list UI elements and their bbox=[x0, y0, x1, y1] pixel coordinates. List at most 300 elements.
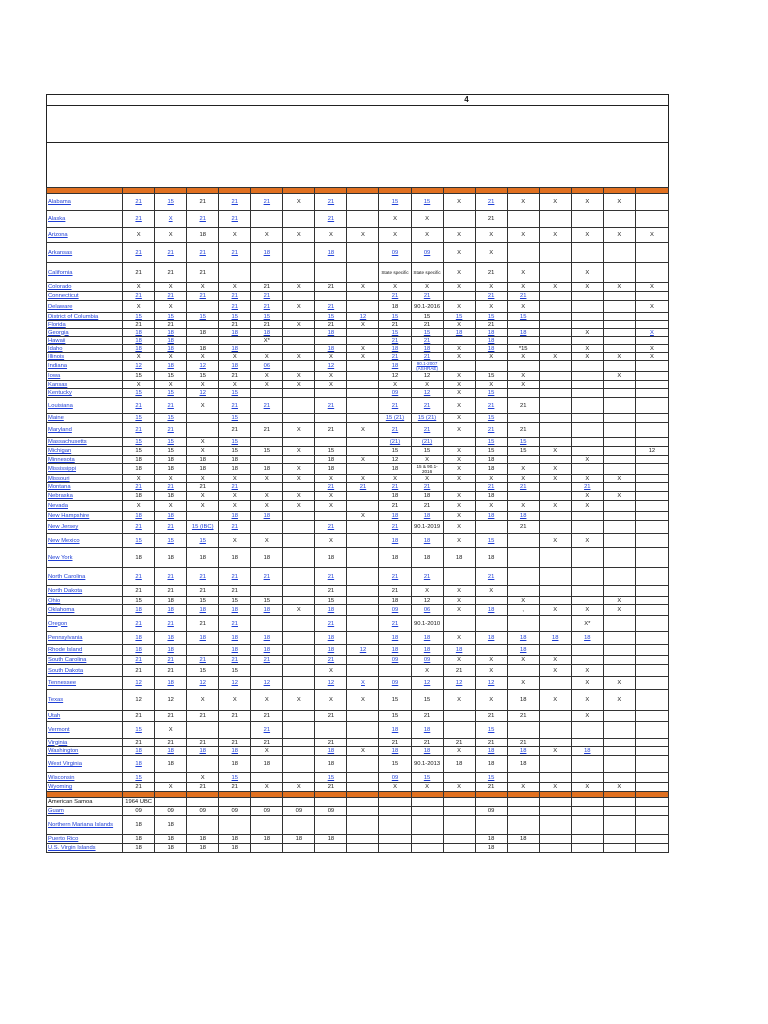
code-link[interactable]: 21 bbox=[167, 402, 174, 409]
code-link[interactable]: 18 bbox=[199, 748, 206, 754]
jurisdiction-name[interactable]: District of Columbia bbox=[48, 313, 99, 320]
code-link[interactable]: 15 bbox=[135, 415, 142, 421]
code-link[interactable]: 18 bbox=[199, 607, 206, 613]
code-link[interactable]: 21 bbox=[135, 199, 142, 205]
code-link[interactable]: 18 bbox=[487, 607, 495, 613]
code-link[interactable]: X bbox=[649, 329, 654, 336]
jurisdiction-name[interactable]: Wyoming bbox=[48, 784, 73, 790]
jurisdiction-name[interactable]: New Hampshire bbox=[48, 513, 90, 519]
code-link[interactable]: 21 bbox=[231, 293, 238, 299]
code-link[interactable]: 15 bbox=[231, 415, 238, 421]
code-cell bbox=[603, 747, 635, 756]
code-link[interactable]: 15 bbox=[487, 313, 495, 320]
code-link[interactable]: 18 bbox=[231, 748, 238, 754]
code-link[interactable]: 90.1-2007 (ASHRAE) bbox=[416, 361, 439, 371]
code-link[interactable]: 09 bbox=[391, 607, 399, 613]
jurisdiction-name[interactable]: Arkansas bbox=[48, 249, 73, 256]
code-link[interactable]: 21 bbox=[423, 293, 431, 299]
code-link[interactable]: 18 bbox=[231, 329, 238, 336]
code-link[interactable]: 21 bbox=[391, 402, 399, 409]
jurisdiction-name[interactable]: Michigan bbox=[48, 448, 72, 454]
code-link[interactable]: 18 bbox=[263, 513, 271, 519]
code-link[interactable]: 18 bbox=[327, 635, 335, 641]
code-link[interactable]: 18 bbox=[135, 607, 142, 613]
code-link[interactable]: 21 bbox=[487, 427, 495, 433]
code-link[interactable]: 18 bbox=[423, 647, 431, 653]
code-link[interactable]: 15 (IBC) bbox=[191, 524, 214, 530]
code-link[interactable]: 21 bbox=[391, 573, 399, 580]
code-link[interactable]: 15 bbox=[487, 439, 495, 445]
code-value: 15 bbox=[423, 448, 431, 454]
code-link[interactable]: 21 bbox=[167, 657, 174, 663]
code-link[interactable]: 15 bbox=[231, 313, 238, 320]
code-link[interactable]: 09 bbox=[391, 657, 399, 663]
code-link[interactable]: 21 bbox=[423, 573, 431, 580]
code-link[interactable]: 15 bbox=[167, 390, 174, 396]
code-value: X bbox=[457, 345, 462, 352]
jurisdiction-name[interactable]: Illinois bbox=[48, 353, 65, 360]
code-link[interactable]: 15 bbox=[391, 199, 399, 205]
jurisdiction-name[interactable]: Missouri bbox=[48, 475, 70, 482]
code-link[interactable]: 18 bbox=[231, 513, 238, 519]
code-link[interactable]: 18 bbox=[135, 513, 142, 519]
code-link[interactable]: 15 bbox=[167, 199, 174, 205]
code-link[interactable]: 15 bbox=[327, 774, 335, 781]
code-link[interactable]: 18 bbox=[167, 647, 174, 653]
code-link[interactable]: 21 bbox=[199, 216, 206, 222]
jurisdiction-name[interactable]: Connecticut bbox=[48, 293, 79, 299]
code-link[interactable]: 21 bbox=[391, 524, 399, 530]
code-link[interactable]: 21 bbox=[263, 293, 271, 299]
code-link[interactable]: 21 bbox=[327, 303, 335, 310]
code-link[interactable]: 15 bbox=[391, 313, 399, 320]
jurisdiction-name[interactable]: New York bbox=[48, 554, 73, 561]
code-link[interactable]: 18 bbox=[487, 329, 495, 336]
code-link[interactable]: 21 bbox=[231, 249, 238, 256]
code-link[interactable]: 21 bbox=[487, 484, 495, 490]
code-link[interactable]: 21 bbox=[135, 657, 142, 663]
code-link[interactable]: 21 bbox=[423, 402, 431, 409]
code-link[interactable]: 12 bbox=[455, 680, 463, 686]
code-link[interactable]: 18 bbox=[487, 635, 495, 641]
code-link[interactable]: 21 bbox=[327, 573, 335, 580]
code-link[interactable]: 18 bbox=[327, 647, 335, 653]
code-link[interactable]: 21 bbox=[167, 620, 174, 627]
code-link[interactable]: 18 bbox=[135, 647, 142, 653]
jurisdiction-name[interactable]: Iowa bbox=[48, 373, 61, 379]
code-link[interactable]: 21 bbox=[519, 484, 527, 490]
code-link[interactable]: 21 bbox=[135, 216, 142, 222]
code-link[interactable]: 21 bbox=[231, 657, 238, 663]
jurisdiction-name[interactable]: Delaware bbox=[48, 303, 73, 310]
code-link[interactable]: 06 bbox=[423, 607, 431, 613]
code-link[interactable]: 21 bbox=[391, 353, 399, 360]
jurisdiction-name[interactable]: Rhode Island bbox=[48, 647, 83, 653]
code-cell bbox=[347, 456, 379, 464]
code-link[interactable]: 21 bbox=[199, 293, 206, 299]
code-link[interactable]: 18 bbox=[231, 363, 238, 369]
code-link[interactable]: 18 bbox=[327, 249, 335, 256]
code-link[interactable]: 15 bbox=[487, 727, 495, 733]
code-link[interactable]: 15 (21) bbox=[385, 415, 405, 421]
jurisdiction-name[interactable]: Idaho bbox=[48, 345, 63, 352]
code-link[interactable]: 15 bbox=[487, 537, 495, 544]
code-link[interactable]: 21 bbox=[391, 620, 399, 627]
code-link[interactable]: 21 bbox=[231, 484, 238, 490]
code-link[interactable]: 21 bbox=[231, 620, 238, 627]
code-cell bbox=[347, 211, 379, 228]
code-link[interactable]: 18 bbox=[167, 345, 174, 352]
code-link[interactable]: X bbox=[361, 680, 365, 686]
code-link[interactable]: 18 bbox=[327, 607, 335, 613]
jurisdiction-name[interactable]: West Virginia bbox=[48, 761, 82, 767]
code-link[interactable]: 21 bbox=[167, 484, 174, 490]
jurisdiction-name[interactable]: Georgia bbox=[48, 329, 69, 336]
code-link[interactable]: 21 bbox=[135, 620, 142, 627]
code-link[interactable]: 18 bbox=[199, 635, 206, 641]
code-link[interactable]: 18 bbox=[231, 635, 238, 641]
code-link[interactable]: 18 bbox=[519, 647, 527, 653]
code-link[interactable]: 12 bbox=[199, 390, 206, 396]
code-link[interactable]: 18 bbox=[167, 607, 174, 613]
code-link[interactable]: 21 bbox=[327, 402, 335, 409]
jurisdiction-name[interactable]: New Jersey bbox=[48, 524, 79, 530]
jurisdiction-name[interactable]: Utah bbox=[48, 713, 61, 719]
code-link[interactable]: 21 bbox=[263, 402, 271, 409]
code-link[interactable]: 09 bbox=[423, 249, 431, 256]
code-link[interactable]: 21 bbox=[327, 620, 335, 627]
code-link[interactable]: 21 bbox=[167, 573, 174, 580]
code-link[interactable]: 18 bbox=[263, 635, 271, 641]
code-link[interactable]: 21 bbox=[519, 293, 527, 299]
code-link[interactable]: 18 bbox=[231, 607, 238, 613]
jurisdiction-name[interactable]: Indiana bbox=[48, 363, 68, 369]
code-link[interactable]: 21 bbox=[135, 427, 142, 433]
code-link[interactable]: 18 bbox=[552, 635, 559, 641]
jurisdiction-name[interactable]: South Dakota bbox=[48, 667, 84, 674]
code-link[interactable]: 15 bbox=[167, 415, 174, 421]
code-link[interactable]: 12 bbox=[359, 313, 367, 320]
code-link[interactable]: 18 bbox=[487, 345, 495, 352]
code-link[interactable]: 18 bbox=[167, 680, 174, 686]
code-link[interactable]: 18 bbox=[167, 337, 174, 344]
code-link[interactable]: 09 bbox=[391, 774, 399, 781]
code-link[interactable]: 12 bbox=[199, 363, 206, 369]
code-value: State specific bbox=[381, 270, 409, 275]
jurisdiction-name[interactable]: Wisconsin bbox=[48, 774, 75, 781]
code-link[interactable]: 18 bbox=[391, 727, 399, 733]
code-link[interactable]: 21 bbox=[199, 573, 206, 580]
code-link[interactable]: 18 bbox=[423, 748, 431, 754]
code-link[interactable]: 15 bbox=[423, 774, 431, 781]
code-link[interactable]: 18 bbox=[455, 329, 463, 336]
code-link[interactable]: X bbox=[168, 216, 173, 222]
code-link[interactable]: 21 bbox=[423, 353, 431, 360]
code-value: 15 bbox=[231, 597, 238, 604]
jurisdiction-name[interactable]: South Carolina bbox=[48, 657, 87, 663]
code-link[interactable]: 21 bbox=[327, 484, 335, 490]
code-link[interactable]: 21 bbox=[135, 249, 142, 256]
code-link[interactable]: 18 bbox=[519, 329, 527, 336]
code-link[interactable]: 09 bbox=[391, 249, 399, 256]
code-link[interactable]: 21 bbox=[135, 484, 142, 490]
code-link[interactable]: 21 bbox=[263, 573, 271, 580]
jurisdiction-name[interactable]: Alabama bbox=[48, 199, 71, 205]
code-link[interactable]: 21 bbox=[327, 199, 335, 205]
jurisdiction-name[interactable]: Maine bbox=[48, 415, 64, 421]
code-link[interactable]: 18 bbox=[391, 345, 399, 352]
jurisdiction-name[interactable]: Northern Mariana Islands bbox=[48, 822, 114, 828]
jurisdiction-name[interactable]: Kentucky bbox=[48, 390, 72, 396]
jurisdiction-name[interactable]: Louisiana bbox=[48, 402, 73, 409]
code-link[interactable]: 15 bbox=[199, 313, 206, 320]
code-link[interactable]: 21 bbox=[167, 427, 174, 433]
code-link[interactable]: 15 bbox=[423, 329, 431, 336]
code-link[interactable]: 15 bbox=[487, 390, 495, 396]
code-link[interactable]: 15 bbox=[423, 199, 431, 205]
jurisdiction-name[interactable]: Alaska bbox=[48, 216, 66, 222]
code-link[interactable]: 12 bbox=[327, 363, 335, 369]
code-link[interactable]: 21 bbox=[487, 199, 495, 205]
code-link[interactable]: 21 bbox=[231, 402, 238, 409]
jurisdiction-name[interactable]: Guam bbox=[48, 808, 64, 814]
code-link[interactable]: 18 bbox=[167, 748, 174, 754]
code-link[interactable]: 18 bbox=[423, 513, 431, 519]
code-link[interactable]: 21 bbox=[167, 524, 174, 530]
code-link[interactable]: 15 bbox=[167, 313, 174, 320]
jurisdiction-name[interactable]: Hawaii bbox=[48, 337, 66, 344]
code-link[interactable]: 21 bbox=[231, 216, 238, 222]
code-link[interactable]: 21 bbox=[135, 293, 142, 299]
code-link[interactable]: 15 bbox=[199, 537, 206, 544]
code-cell bbox=[251, 835, 283, 844]
code-link[interactable]: 21 bbox=[391, 293, 399, 299]
jurisdiction-name[interactable]: Maryland bbox=[48, 427, 72, 433]
code-cell bbox=[443, 345, 475, 353]
code-link[interactable]: 12 bbox=[423, 390, 431, 396]
jurisdiction-name[interactable]: U.S. Virgin Islands bbox=[48, 845, 96, 851]
code-link[interactable]: 15 bbox=[135, 537, 142, 544]
code-link[interactable]: 18 bbox=[167, 363, 174, 369]
code-link[interactable]: 21 bbox=[263, 199, 271, 205]
code-link[interactable]: 18 bbox=[263, 249, 271, 256]
jurisdiction-name[interactable]: Arizona bbox=[48, 232, 68, 238]
code-link[interactable]: 18 bbox=[487, 748, 495, 754]
code-link[interactable]: 21 bbox=[423, 427, 431, 433]
code-link[interactable]: 09 bbox=[391, 390, 399, 396]
code-link[interactable]: 21 bbox=[231, 303, 238, 310]
code-cell bbox=[347, 243, 379, 263]
code-link[interactable]: 21 bbox=[167, 293, 174, 299]
code-link[interactable]: 18 bbox=[135, 329, 142, 336]
code-link[interactable]: 09 bbox=[391, 680, 399, 686]
code-link[interactable]: 15 bbox=[135, 727, 142, 733]
code-link[interactable]: 21 bbox=[391, 337, 399, 344]
code-cell bbox=[443, 381, 475, 389]
code-link[interactable]: 15 bbox=[231, 774, 238, 781]
code-link[interactable]: (21) bbox=[389, 439, 401, 445]
code-link[interactable]: 21 bbox=[391, 427, 399, 433]
code-link[interactable]: 18 bbox=[327, 329, 335, 336]
code-link[interactable]: 15 bbox=[135, 313, 142, 320]
code-link[interactable]: 18 bbox=[391, 537, 399, 544]
code-link[interactable]: 21 bbox=[263, 303, 271, 310]
jurisdiction-name[interactable]: Oregon bbox=[48, 620, 68, 627]
code-link[interactable]: 21 bbox=[199, 249, 206, 256]
code-link[interactable]: 15 bbox=[487, 415, 495, 421]
code-link[interactable]: 21 bbox=[231, 524, 238, 530]
code-link[interactable]: 21 bbox=[231, 199, 238, 205]
jurisdiction-name[interactable]: Mississippi bbox=[48, 466, 77, 472]
code-link[interactable]: 21 bbox=[423, 484, 431, 490]
code-value: X bbox=[553, 607, 558, 613]
code-link[interactable]: 12 bbox=[327, 680, 335, 686]
code-link[interactable]: 18 bbox=[519, 635, 527, 641]
code-link[interactable]: 18 bbox=[487, 337, 495, 344]
jurisdiction-name[interactable]: Vermont bbox=[48, 727, 70, 733]
jurisdiction-name[interactable]: Nevada bbox=[48, 503, 68, 509]
code-link[interactable]: 18 bbox=[135, 748, 142, 754]
code-link[interactable]: 18 bbox=[167, 513, 174, 519]
code-link[interactable]: 21 bbox=[487, 402, 495, 409]
code-link[interactable]: 09 bbox=[423, 657, 431, 663]
code-link[interactable]: 12 bbox=[487, 680, 495, 686]
code-link[interactable]: 06 bbox=[263, 363, 271, 369]
code-link[interactable]: 12 bbox=[423, 680, 431, 686]
code-link[interactable]: 12 bbox=[199, 680, 206, 686]
code-link[interactable]: 15 bbox=[231, 439, 238, 445]
code-link[interactable]: 15 bbox=[231, 390, 238, 396]
code-link[interactable]: 18 bbox=[487, 513, 495, 519]
code-link[interactable]: 18 bbox=[423, 727, 431, 733]
code-link[interactable]: 18 bbox=[423, 345, 431, 352]
code-link[interactable]: 18 bbox=[167, 329, 174, 336]
table-row bbox=[47, 483, 669, 492]
jurisdiction-name[interactable]: Texas bbox=[48, 697, 64, 703]
code-link[interactable]: 15 bbox=[487, 774, 495, 781]
code-cell bbox=[443, 329, 475, 337]
jurisdiction-name[interactable]: Nebraska bbox=[48, 493, 73, 499]
code-link[interactable]: 18 bbox=[584, 748, 591, 754]
jurisdiction-name[interactable]: Kansas bbox=[48, 381, 68, 388]
code-link[interactable]: 15 bbox=[391, 329, 399, 336]
code-link[interactable]: 21 bbox=[263, 727, 271, 733]
code-link[interactable]: 15 bbox=[327, 313, 335, 320]
code-link[interactable]: 21 bbox=[167, 249, 174, 256]
jurisdiction-name[interactable]: North Carolina bbox=[48, 573, 86, 580]
jurisdiction-name[interactable]: Oklahoma bbox=[48, 607, 75, 613]
code-link[interactable]: 21 bbox=[135, 573, 142, 580]
code-value: X bbox=[521, 303, 526, 310]
code-link[interactable]: 12 bbox=[359, 647, 367, 653]
code-cell bbox=[123, 807, 155, 816]
code-link[interactable]: 21 bbox=[391, 484, 399, 490]
code-link[interactable]: 21 bbox=[199, 657, 206, 663]
jurisdiction-name[interactable]: Colorado bbox=[48, 284, 72, 290]
code-link[interactable]: 21 bbox=[423, 337, 431, 344]
code-link[interactable]: 21 bbox=[327, 216, 335, 222]
code-link[interactable]: 15 (21) bbox=[417, 415, 437, 421]
jurisdiction-name[interactable]: Tennessee bbox=[48, 680, 77, 686]
jurisdiction-name[interactable]: New Mexico bbox=[48, 537, 80, 544]
code-link[interactable]: 18 bbox=[391, 647, 399, 653]
code-link[interactable]: 18 bbox=[519, 513, 527, 519]
code-link[interactable]: 15 bbox=[167, 439, 174, 445]
code-value: 21 bbox=[327, 588, 335, 594]
jurisdiction-name[interactable]: Massachusetts bbox=[48, 439, 87, 445]
jurisdiction-name[interactable]: North Dakota bbox=[48, 588, 83, 594]
code-link[interactable]: 18 bbox=[327, 345, 335, 352]
code-link[interactable]: 18 bbox=[231, 345, 238, 352]
code-link[interactable]: 18 bbox=[423, 537, 431, 544]
code-link[interactable]: 21 bbox=[327, 524, 335, 530]
code-link[interactable]: 18 bbox=[231, 647, 238, 653]
code-link[interactable]: 15 bbox=[135, 439, 142, 445]
code-link[interactable]: 18 bbox=[135, 635, 142, 641]
code-link[interactable]: 21 bbox=[584, 484, 591, 490]
code-link[interactable]: 18 bbox=[391, 513, 399, 519]
code-link[interactable]: 15 bbox=[263, 313, 271, 320]
code-link[interactable]: 18 bbox=[135, 337, 142, 344]
code-link[interactable]: 21 bbox=[135, 524, 142, 530]
code-link[interactable]: 18 bbox=[327, 748, 335, 754]
code-link[interactable]: 18 bbox=[263, 647, 271, 653]
code-link[interactable]: 18 bbox=[263, 329, 271, 336]
code-link[interactable]: 12 bbox=[263, 680, 271, 686]
jurisdiction-name[interactable]: Ohio bbox=[48, 597, 61, 604]
jurisdiction-name[interactable]: Puerto Rico bbox=[48, 836, 79, 842]
code-link[interactable]: 21 bbox=[359, 484, 367, 490]
code-link[interactable]: 18 bbox=[584, 635, 591, 641]
code-link[interactable]: (21) bbox=[421, 439, 433, 445]
code-link[interactable]: 18 bbox=[455, 647, 463, 653]
code-link[interactable]: 12 bbox=[231, 680, 238, 686]
code-link[interactable]: 18 bbox=[135, 761, 142, 767]
jurisdiction-name[interactable]: Florida bbox=[48, 321, 66, 328]
code-link[interactable]: 18 bbox=[391, 635, 399, 641]
jurisdiction-name[interactable]: Pennsylvania bbox=[48, 635, 83, 641]
code-value: 18 bbox=[263, 836, 271, 842]
code-link[interactable]: 18 bbox=[135, 345, 142, 352]
code-link[interactable]: 18 bbox=[391, 363, 399, 369]
jurisdiction-name[interactable]: Minnesota bbox=[48, 456, 75, 463]
jurisdiction-name[interactable]: Virginia bbox=[48, 739, 68, 746]
code-link[interactable]: 15 bbox=[519, 439, 527, 445]
code-link[interactable]: 21 bbox=[135, 402, 142, 409]
code-link[interactable]: 21 bbox=[231, 573, 238, 580]
code-link[interactable]: 15 bbox=[455, 313, 463, 320]
code-link[interactable]: 18 bbox=[423, 635, 431, 641]
code-link[interactable]: 18 bbox=[167, 635, 174, 641]
code-link[interactable]: 18 bbox=[519, 748, 527, 754]
code-link[interactable]: 21 bbox=[487, 293, 495, 299]
jurisdiction-name[interactable]: California bbox=[48, 269, 73, 276]
code-link[interactable]: 21 bbox=[487, 573, 495, 580]
code-value: , bbox=[522, 607, 524, 613]
code-link[interactable]: 12 bbox=[135, 680, 142, 686]
jurisdiction-name[interactable]: Montana bbox=[48, 484, 71, 490]
code-link[interactable]: 15 bbox=[519, 313, 527, 320]
code-link[interactable]: 18 bbox=[263, 607, 271, 613]
code-link[interactable]: 21 bbox=[263, 657, 271, 663]
code-link[interactable]: 15 bbox=[135, 390, 142, 396]
jurisdiction-name[interactable]: Washington bbox=[48, 748, 79, 754]
code-link[interactable]: 15 bbox=[167, 537, 174, 544]
code-link[interactable]: 15 bbox=[135, 774, 142, 781]
code-link[interactable]: 18 bbox=[391, 748, 399, 754]
code-link[interactable]: 12 bbox=[135, 363, 142, 369]
code-link[interactable]: 21 bbox=[327, 657, 335, 663]
